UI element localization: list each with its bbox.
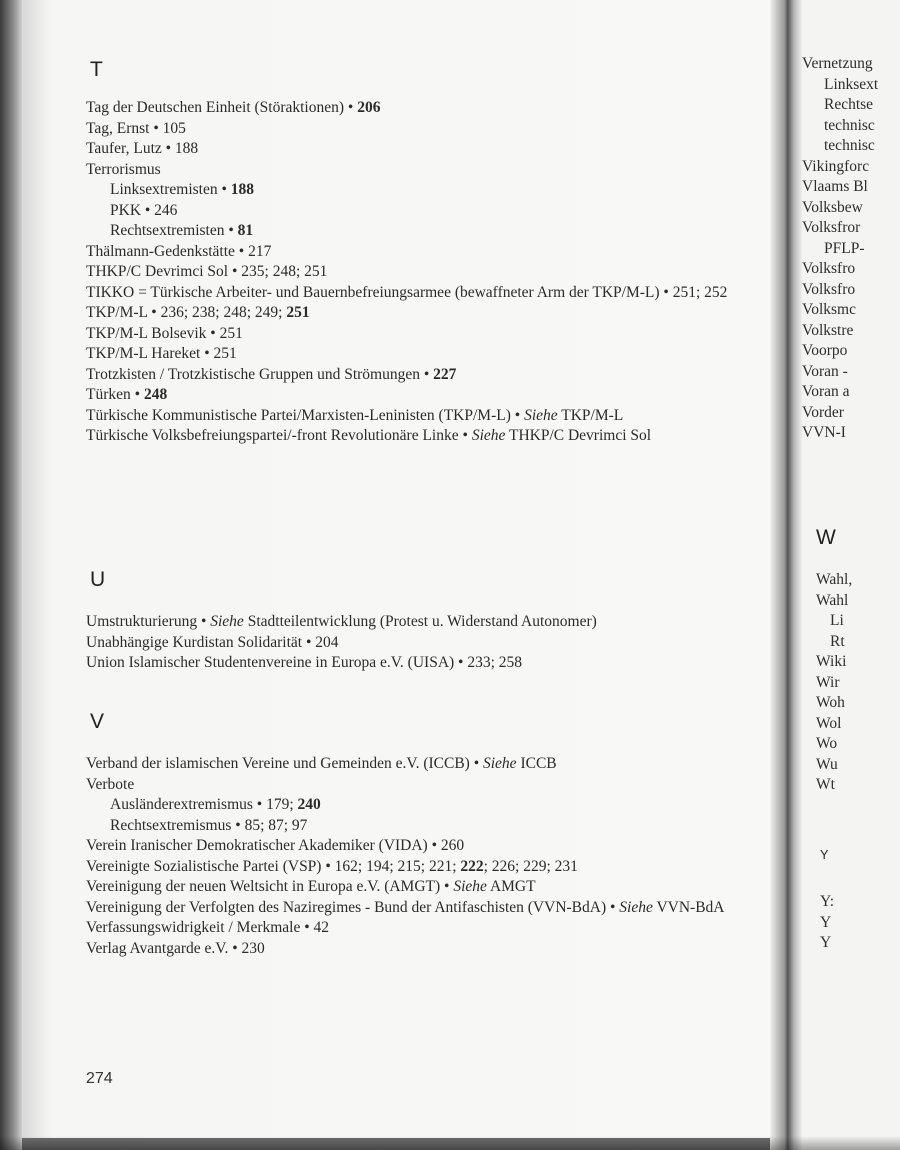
entry-text: Taufer, Lutz • 188 [86,140,199,157]
right-index-entry: Wu [816,755,838,773]
right-index-entry: Voran - [802,362,848,380]
entry-text: Verfassungswidrigkeit / Merkmale • 42 [86,919,330,936]
right-section-letter-y: Y [820,848,829,862]
page-ref-bold: 240 [297,796,321,813]
index-entry [86,160,766,181]
entry-text: Vereinigte Sozialistische Partei (VSP) • 162; 194; 215; 221; [86,857,461,875]
entry-text: Türken • [86,386,144,403]
index-entry [86,385,766,406]
right-index-entry: Wir [816,673,840,691]
entry-text: Stadtteilentwicklung (Protest u. Widerstand Autonomer) [243,613,597,630]
entry-text: Linksextremisten • [110,181,231,198]
index-entry [86,119,766,140]
right-index-entry: Vorder [802,403,844,421]
see-reference: Siehe [453,878,487,895]
right-index-entry: Y: [820,893,835,910]
entry-text: Unabhängige Kurdistan Solidarität • 204 [86,633,339,651]
index-entry [86,303,766,324]
section-letter-t: T [90,58,103,81]
entry-text: Vereinigung der neuen Weltsicht in Europa e.V. (AMGT) • [86,878,454,895]
index-list-t [86,98,766,447]
index-subentry [86,795,766,816]
entry-text: THKP/C Devrimci Sol [505,427,652,444]
index-entry [86,775,766,796]
page-ref-bold: 251 [286,304,310,321]
entry-text: Union Islamischer Studentenvereine in Europa e.V. (UISA) • 233; 258 [86,654,523,671]
entry-text: Trotzkisten / Trotzkistische Gruppen und Strömungen • [86,365,434,383]
book-gutter [770,0,802,1150]
page-ref-bold: 188 [230,181,255,198]
index-entry [86,242,766,263]
right-index-entry: Volksfror [802,219,861,236]
entry-text: Rechtsextremisten • [110,222,238,239]
index-entry [86,898,766,919]
see-reference: Siehe [471,427,506,444]
right-index-entry: Wahl [816,591,849,609]
index-entry [86,877,766,898]
index-entry [86,939,766,960]
bottom-edge-shadow [0,1136,900,1150]
entry-text: VVN-BdA [652,898,725,916]
entry-text: Tag der Deutschen Einheit (Störaktionen) • [86,99,358,116]
right-index-entry: Volksbew [802,198,863,216]
see-reference: Siehe [210,613,244,630]
entry-text: TKP/M-L Bolsevik • 251 [86,324,243,342]
entry-text: Umstrukturierung • [86,613,211,630]
index-entry [86,262,766,283]
right-index-entry: Vernetzung [802,55,873,72]
entry-text: Verein Iranischer Demokratischer Akademiker (VIDA) • 260 [86,837,465,854]
index-entry [86,324,766,345]
index-entry [86,344,766,365]
index-entry [86,836,766,857]
entry-text: Vereinigung der Verfolgten des Naziregimes - Bund der Antifaschisten (VVN-BdA) • [86,898,620,916]
index-entry [86,139,766,160]
right-index-entry: Vlaams Bl [802,178,868,195]
index-subentry [86,201,766,222]
index-entry [86,633,766,654]
entry-text: Verlag Avantgarde e.V. • 230 [86,939,265,957]
see-reference: Siehe [619,898,653,916]
entry-text: THKP/C Devrimci Sol • 235; 248; 251 [86,263,328,280]
entry-text: Tag, Ernst • 105 [86,119,186,137]
right-index-entry: Y [820,913,832,931]
right-index-entry: Volksmc [802,301,856,318]
section-letter-u: U [90,568,106,591]
index-list-u [86,612,766,674]
right-index-entry: Woh [816,694,845,711]
right-index-entry: Rt [830,632,845,650]
page-ref-bold: 248 [143,386,168,403]
right-index-entry: Wol [816,714,842,732]
index-entry [86,365,766,386]
entry-text: TIKKO = Türkische Arbeiter- und Bauernbefreiungsarmee (bewaffneter Arm der TKP/M-L) • 251; 252 [86,283,728,301]
entry-text: Verbote [86,775,135,793]
page-ref-bold: 206 [357,99,381,116]
right-index-entry: Volkstre [802,321,854,339]
index-entry [86,426,766,447]
entry-text: Türkische Volksbefreiungspartei/-front Revolutionäre Linke • [86,427,472,444]
index-entry [86,653,766,674]
right-index-entry: technisc [824,116,875,134]
index-entry [86,857,766,878]
right-index-entry: Wahl, [816,571,853,588]
right-index-entry: technisc [824,137,875,154]
index-list-v [86,754,766,959]
entry-text: Ausländerextremismus • 179; [110,796,298,813]
page-ref-bold: 81 [237,222,254,239]
right-index-entry: Vikingforc [802,157,870,175]
page-ref-bold: 222 [460,857,484,875]
entry-text: Türkische Kommunistische Partei/Marxisten-Leninisten (TKP/M-L) • [86,406,525,424]
right-index-entry: Volksfro [802,280,856,298]
left-edge-shadow [0,0,22,1150]
entry-text: Rechtsextremismus • 85; 87; 97 [110,816,308,834]
entry-text: Thälmann-Gedenkstätte • 217 [86,242,272,260]
right-index-entry: Y [820,934,832,951]
right-section-letter-w: W [816,526,836,549]
right-index-entry: Voran a [802,383,850,400]
section-letter-v: V [90,710,105,733]
right-page [802,0,900,1150]
right-index-entry: Voorpo [802,342,848,359]
right-index-entry: Volksfro [802,260,856,277]
entry-text: TKP/M-L Hareket • 251 [86,345,237,362]
right-index-entry: Rechtse [824,96,874,113]
right-index-list-v [802,54,900,444]
right-index-entry: Wiki [816,653,847,670]
page-number: 274 [86,1070,113,1087]
index-entry [86,283,766,304]
right-index-entry: PFLP- [824,239,865,257]
right-index-entry: Wt [816,776,835,793]
right-index-entry: Li [830,612,844,629]
entry-text: ICCB [516,755,557,772]
index-subentry [86,180,766,201]
index-entry [86,612,766,633]
index-entry [86,754,766,775]
right-index-list-w [816,570,900,796]
see-reference: Siehe [524,406,558,424]
index-entry [86,918,766,939]
entry-text: TKP/M-L [557,406,624,424]
right-index-entry: VVN-I [802,424,846,441]
index-subentry [86,221,766,242]
see-reference: Siehe [483,755,517,772]
entry-text: Terrorismus [86,160,161,178]
right-index-list-y [820,892,900,954]
index-entry [86,98,766,119]
right-index-entry: Wo [816,735,838,752]
right-index-entry: Linksext [824,75,879,93]
entry-text: AMGT [486,878,536,895]
index-entry [86,406,766,427]
entry-text: TKP/M-L • 236; 238; 248; 249; [86,304,287,321]
entry-text: PKK • 246 [110,201,178,219]
page-ref-bold: 227 [433,365,457,383]
index-subentry [86,816,766,837]
entry-text: Verband der islamischen Vereine und Gemeinden e.V. (ICCB) • [86,755,483,772]
entry-text: ; 226; 229; 231 [483,857,578,875]
